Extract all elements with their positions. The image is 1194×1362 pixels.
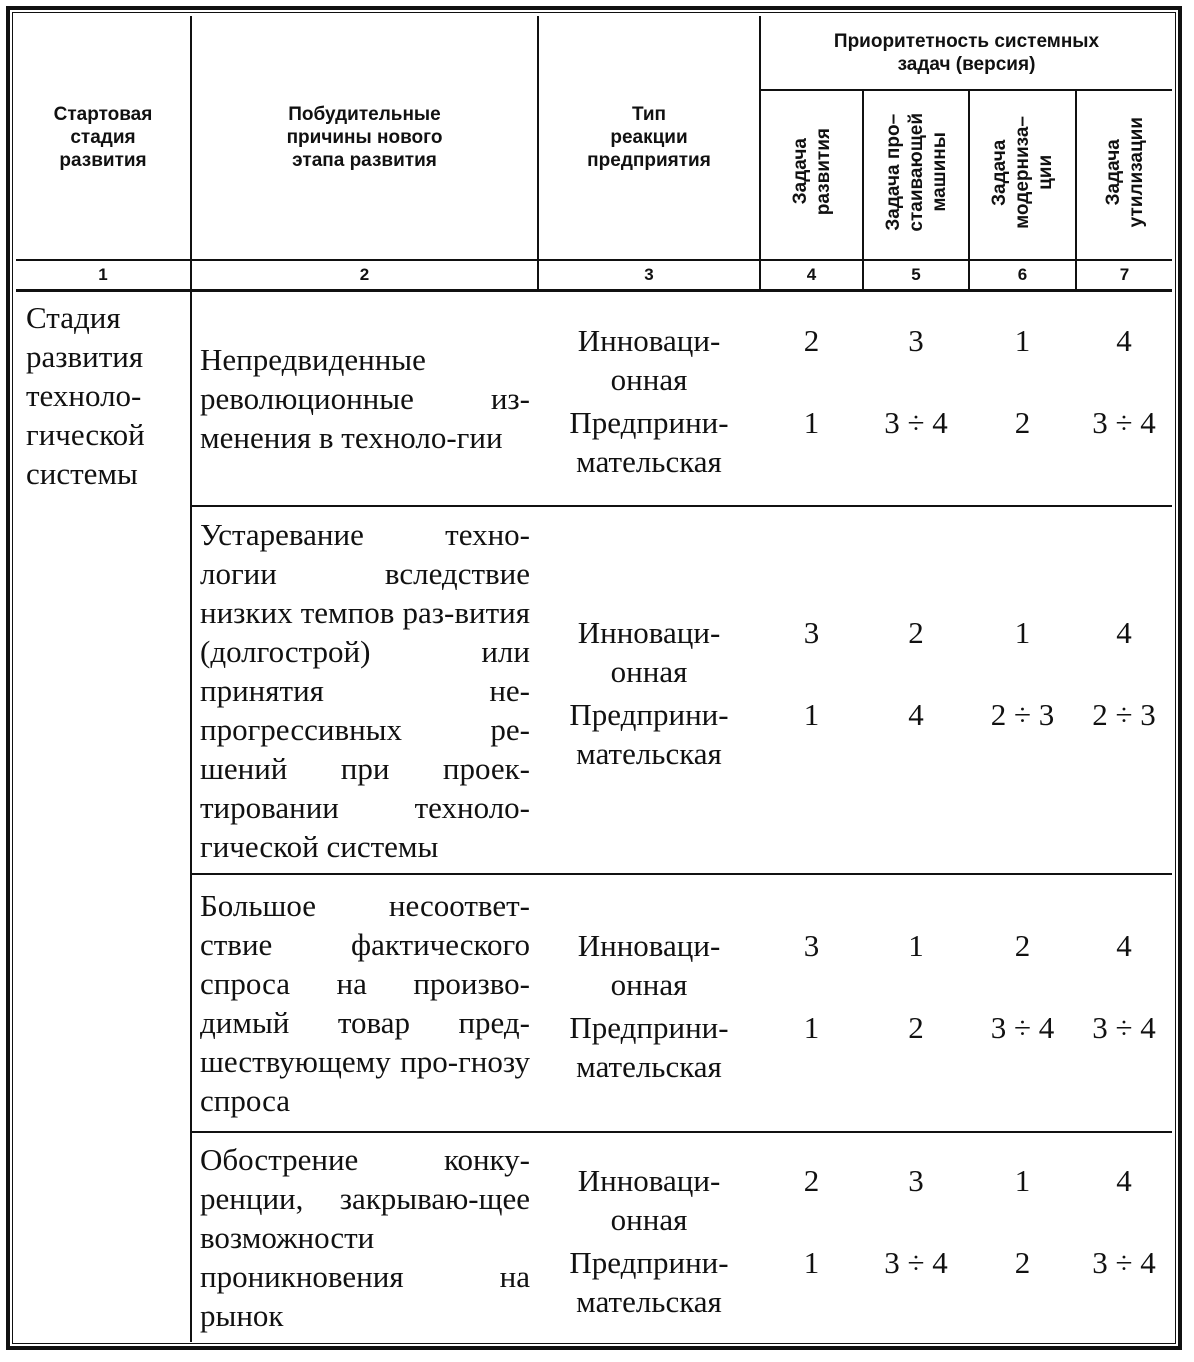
priority-value: 2	[1014, 405, 1031, 441]
priority-development	[760, 874, 863, 1132]
priority-value: 2	[803, 323, 820, 359]
priority-value: 3 ÷ 4	[884, 405, 948, 441]
header-start-stage	[16, 16, 191, 260]
header-causes-line: причины нового	[286, 127, 443, 148]
cause-cell: Устаревание техно-логии вследствие низких темпов раз-вития (долгострой) или принятия не-прогрессивных ре-шений при проек-тировании техноло-гической системы	[191, 506, 538, 874]
priority-value: 4	[1116, 928, 1132, 963]
header-task-modernization	[969, 90, 1076, 260]
reaction-entrepreneurial: Предприни- мательская	[569, 697, 729, 771]
start-stage-line: развития	[26, 338, 144, 374]
header-task-development-line: развития	[812, 128, 834, 216]
header-task-utilization-line: Задача	[1102, 138, 1124, 206]
priority-value: 3	[908, 323, 924, 359]
header-priority-line: Приоритетность системных	[833, 30, 1100, 52]
priority-utilization	[1076, 506, 1172, 874]
priority-value: 4	[908, 697, 924, 732]
start-stage-line: гической	[26, 416, 145, 452]
cause-cell: Большое несоответ-ствие фактического спроса на произво-димый товар пред-шествующему про-гнозу спроса	[191, 874, 538, 1132]
column-number: 6	[969, 260, 1076, 290]
priority-value: 1	[803, 697, 820, 732]
priority-value: 4	[1116, 1162, 1132, 1198]
reaction-innovative: Инноваци- онная	[577, 323, 721, 398]
priority-value: 3 ÷ 4	[1092, 1244, 1156, 1280]
header-task-idle-line: стаивающей	[905, 112, 927, 232]
priority-modernization	[969, 874, 1076, 1132]
priority-value: 3 ÷ 4	[884, 1244, 948, 1280]
priority-value: 3	[908, 1162, 924, 1198]
header-task-modernization-line: Задача	[989, 138, 1010, 206]
header-start-stage-line: развития	[59, 150, 147, 171]
start-stage-cell	[16, 290, 191, 1342]
priority-utilization	[1076, 290, 1172, 506]
priority-development	[760, 290, 863, 506]
header-start-stage-line: Стартовая	[53, 104, 153, 125]
header-task-modernization-line: модерниза–	[1012, 115, 1033, 229]
column-number: 5	[863, 260, 969, 290]
header-task-modernization-line: ции	[1035, 154, 1056, 190]
start-stage-line: техноло-	[26, 377, 142, 413]
header-reaction-line: предприятия	[587, 150, 711, 171]
priority-value: 3 ÷ 4	[990, 1010, 1055, 1045]
priority-value: 1	[1014, 615, 1031, 650]
priority-modernization	[969, 290, 1076, 506]
reaction-entrepreneurial: Предприни- мательская	[569, 1244, 729, 1319]
priority-idle-machine	[863, 506, 969, 874]
start-stage-line: системы	[26, 455, 138, 491]
reaction-type-cell	[538, 874, 760, 1132]
reaction-type-cell	[538, 1132, 760, 1342]
table-row	[16, 290, 1172, 506]
priority-modernization	[969, 1132, 1076, 1342]
header-causes	[191, 16, 538, 260]
priority-value: 1	[803, 1244, 820, 1280]
reaction-type-cell	[538, 290, 760, 506]
header-task-utilization-line: утилизации	[1125, 116, 1147, 228]
priority-utilization	[1076, 874, 1172, 1132]
priority-idle-machine	[863, 290, 969, 506]
priority-value: 3	[803, 615, 820, 650]
reaction-innovative: Инноваци- онная	[577, 928, 721, 1002]
priority-value: 3	[803, 928, 820, 963]
cause-cell: Непредвиденные революционные из-менения в техноло-гии	[200, 341, 530, 455]
header-row-1	[16, 16, 1172, 90]
header-task-development	[760, 90, 863, 260]
column-number: 2	[191, 260, 538, 290]
header-reaction-line: реакции	[610, 127, 688, 148]
priority-value: 2	[908, 1010, 924, 1045]
header-start-stage-line: стадия	[70, 127, 136, 148]
priority-value: 1	[803, 1010, 820, 1045]
priority-development	[760, 1132, 863, 1342]
reaction-type-cell	[538, 506, 760, 874]
column-number: 1	[16, 260, 191, 290]
reaction-entrepreneurial: Предприни- мательская	[569, 1010, 729, 1084]
priority-value: 1	[1014, 1162, 1031, 1198]
reaction-innovative: Инноваци- онная	[577, 615, 721, 689]
header-priority-line: задач (версия)	[897, 53, 1036, 75]
table-frame	[6, 6, 1182, 1350]
priority-value: 4	[1116, 615, 1132, 650]
header-priority-group	[760, 16, 1172, 90]
priority-idle-machine	[863, 1132, 969, 1342]
column-number: 4	[760, 260, 863, 290]
cause-cell: Обострение конку-ренции, закрываю-щее возможности проникновения на рынок	[191, 1132, 538, 1342]
start-stage-line: Стадия	[26, 299, 121, 335]
header-task-idle-line: машины	[928, 132, 950, 212]
column-number: 7	[1076, 260, 1172, 290]
priority-idle-machine	[863, 874, 969, 1132]
priority-value: 1	[803, 405, 820, 441]
column-number-row	[16, 260, 1172, 290]
header-reaction-type	[538, 16, 760, 260]
priority-value: 1	[908, 928, 924, 963]
reaction-innovative: Инноваци- онная	[577, 1162, 721, 1237]
header-causes-line: этапа развития	[292, 150, 437, 171]
priority-value: 2	[908, 615, 924, 650]
column-number: 3	[538, 260, 760, 290]
header-task-development-line: Задача	[789, 138, 811, 206]
priority-development	[760, 506, 863, 874]
reaction-entrepreneurial: Предприни- мательская	[569, 405, 729, 480]
header-task-utilization	[1076, 90, 1172, 260]
priority-value: 2	[1014, 1244, 1031, 1280]
priority-value: 2	[803, 1162, 820, 1198]
priority-value: 2 ÷ 3	[1092, 697, 1156, 732]
priority-value: 3 ÷ 4	[1092, 1010, 1156, 1045]
priority-utilization	[1076, 1132, 1172, 1342]
priority-value: 1	[1014, 323, 1031, 359]
priority-value: 2	[1014, 928, 1031, 963]
priority-table	[16, 16, 1172, 1342]
header-causes-line: Побудительные	[288, 104, 441, 125]
header-task-idle-line: Задача про–	[882, 113, 904, 231]
header-task-idle-machine	[863, 90, 969, 260]
priority-modernization	[969, 506, 1076, 874]
header-reaction-line: Тип	[631, 104, 667, 125]
priority-value: 3 ÷ 4	[1092, 405, 1156, 441]
priority-value: 2 ÷ 3	[990, 697, 1055, 732]
priority-value: 4	[1116, 323, 1132, 359]
